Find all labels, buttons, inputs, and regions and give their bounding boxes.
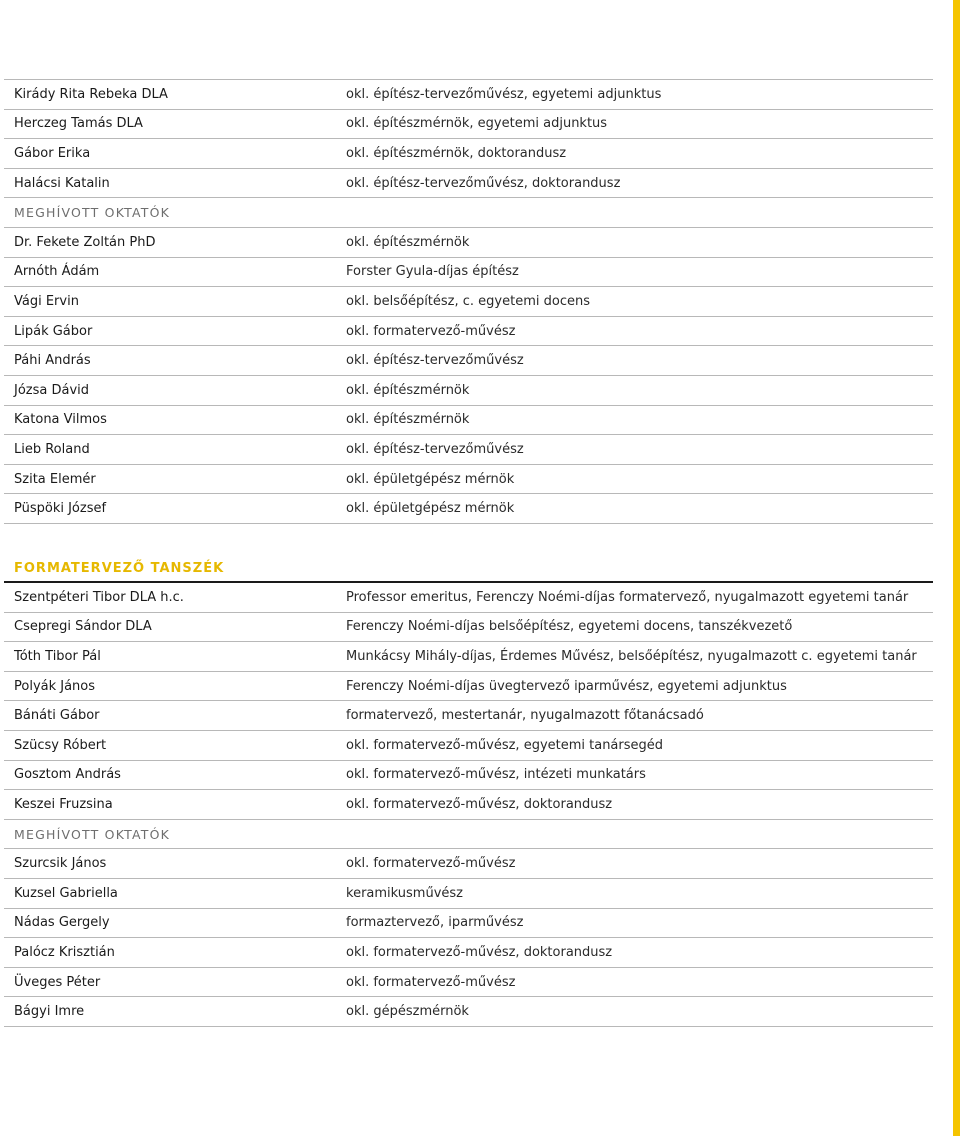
invited-list	[4, 228, 933, 524]
person-title: okl. építész-tervezőművész, egyetemi adjunktus	[346, 86, 662, 102]
person-name: Püspöki József	[14, 501, 107, 517]
person-title: okl. épületgépész mérnök	[346, 501, 515, 517]
person-name: Herczeg Tamás DLA	[14, 116, 143, 132]
table-row	[4, 613, 933, 643]
person-name: Szita Elemér	[14, 471, 96, 487]
invited-heading: MEGHÍVOTT OKTATÓK	[4, 198, 933, 228]
person-name: Dr. Fekete Zoltán PhD	[14, 234, 156, 250]
person-name: Arnóth Ádám	[14, 264, 100, 280]
table-row	[4, 968, 933, 998]
table-row	[4, 169, 933, 199]
person-title: formatervező, mestertanár, nyugalmazott főtanácsadó	[346, 708, 704, 724]
person-title: okl. építészmérnök	[346, 234, 470, 250]
table-row	[4, 761, 933, 791]
table-row	[4, 494, 933, 524]
table-row	[4, 406, 933, 436]
person-name: Vági Ervin	[14, 293, 79, 309]
person-name: Gosztom András	[14, 767, 121, 783]
table-row	[4, 287, 933, 317]
table-row	[4, 583, 933, 613]
accent-side-bar	[953, 0, 960, 1136]
person-title: okl. épületgépész mérnök	[346, 471, 515, 487]
person-title: okl. építészmérnök	[346, 382, 470, 398]
person-name: Nádas Gergely	[14, 915, 110, 931]
table-row	[4, 879, 933, 909]
table-row	[4, 317, 933, 347]
person-name: Szentpéteri Tibor DLA h.c.	[14, 589, 184, 605]
table-row	[4, 110, 933, 140]
person-title: okl. építészmérnök	[346, 412, 470, 428]
department-heading: FORMATERVEZŐ TANSZÉK	[4, 556, 933, 583]
person-title: Munkácsy Mihály-díjas, Érdemes Művész, belsőépítész, nyugalmazott c. egyetemi tanár	[346, 648, 917, 664]
person-name: Bágyi Imre	[14, 1004, 85, 1020]
person-title: okl. építész-tervezőművész	[346, 353, 524, 369]
person-title: okl. formatervező-művész	[346, 974, 516, 990]
staff-table-section1	[4, 79, 933, 524]
table-row	[4, 938, 933, 968]
invited-heading: MEGHÍVOTT OKTATÓK	[4, 820, 933, 850]
person-name: Kuzsel Gabriella	[14, 885, 118, 901]
person-name: Üveges Péter	[14, 974, 101, 990]
person-title: okl. formatervező-művész	[346, 323, 516, 339]
person-title: okl. belsőépítész, c. egyetemi docens	[346, 293, 590, 309]
person-title: okl. formatervező-művész, doktorandusz	[346, 796, 613, 812]
person-title: okl. formatervező-művész, doktorandusz	[346, 944, 613, 960]
table-row	[4, 228, 933, 258]
table-row	[4, 790, 933, 820]
table-row	[4, 909, 933, 939]
person-name: Szurcsik János	[14, 856, 107, 872]
person-name: Csepregi Sándor DLA	[14, 619, 152, 635]
staff-table-section2	[4, 583, 933, 1027]
table-row	[4, 258, 933, 288]
person-name: Lipák Gábor	[14, 323, 93, 339]
person-title: okl. formatervező-művész, egyetemi tanársegéd	[346, 737, 664, 753]
person-name: Páhi András	[14, 353, 91, 369]
table-row	[4, 997, 933, 1027]
person-title: Forster Gyula-díjas építész	[346, 264, 519, 280]
person-name: Kirády Rita Rebeka DLA	[14, 86, 168, 102]
table-row	[4, 80, 933, 110]
person-name: Polyák János	[14, 678, 96, 694]
table-row	[4, 346, 933, 376]
staff-list	[4, 583, 933, 820]
person-name: Keszei Fruzsina	[14, 796, 113, 812]
invited-list	[4, 849, 933, 1027]
person-name: Tóth Tibor Pál	[14, 648, 101, 664]
person-title: okl. gépészmérnök	[346, 1004, 469, 1020]
person-title: okl. építész-tervezőművész	[346, 441, 524, 457]
person-name: Lieb Roland	[14, 441, 90, 457]
person-title: formaztervező, iparművész	[346, 915, 524, 931]
person-title: okl. formatervező-művész	[346, 856, 516, 872]
person-title: Ferenczy Noémi-díjas üvegtervező iparművész, egyetemi adjunktus	[346, 678, 787, 694]
person-title: okl. építészmérnök, egyetemi adjunktus	[346, 116, 608, 132]
person-title: keramikusművész	[346, 885, 463, 901]
staff-list	[4, 80, 933, 198]
person-title: Professor emeritus, Ferenczy Noémi-díjas formatervező, nyugalmazott egyetemi tanár	[346, 589, 909, 605]
person-title: okl. formatervező-művész, intézeti munkatárs	[346, 767, 646, 783]
table-row	[4, 435, 933, 465]
person-name: Bánáti Gábor	[14, 708, 100, 724]
person-name: Katona Vilmos	[14, 412, 107, 428]
table-row	[4, 139, 933, 169]
person-name: Gábor Erika	[14, 145, 91, 161]
table-row	[4, 465, 933, 495]
person-name: Szücsy Róbert	[14, 737, 107, 753]
table-row	[4, 849, 933, 879]
person-name: Halácsi Katalin	[14, 175, 110, 191]
table-row	[4, 376, 933, 406]
person-title: okl. építész-tervezőművész, doktorandusz	[346, 175, 621, 191]
person-name: Józsa Dávid	[14, 382, 90, 398]
table-row	[4, 642, 933, 672]
table-row	[4, 731, 933, 761]
table-row	[4, 672, 933, 702]
person-title: okl. építészmérnök, doktorandusz	[346, 145, 567, 161]
person-name: Palócz Krisztián	[14, 944, 115, 960]
person-title: Ferenczy Noémi-díjas belsőépítész, egyetemi docens, tanszékvezető	[346, 619, 793, 635]
table-row	[4, 701, 933, 731]
